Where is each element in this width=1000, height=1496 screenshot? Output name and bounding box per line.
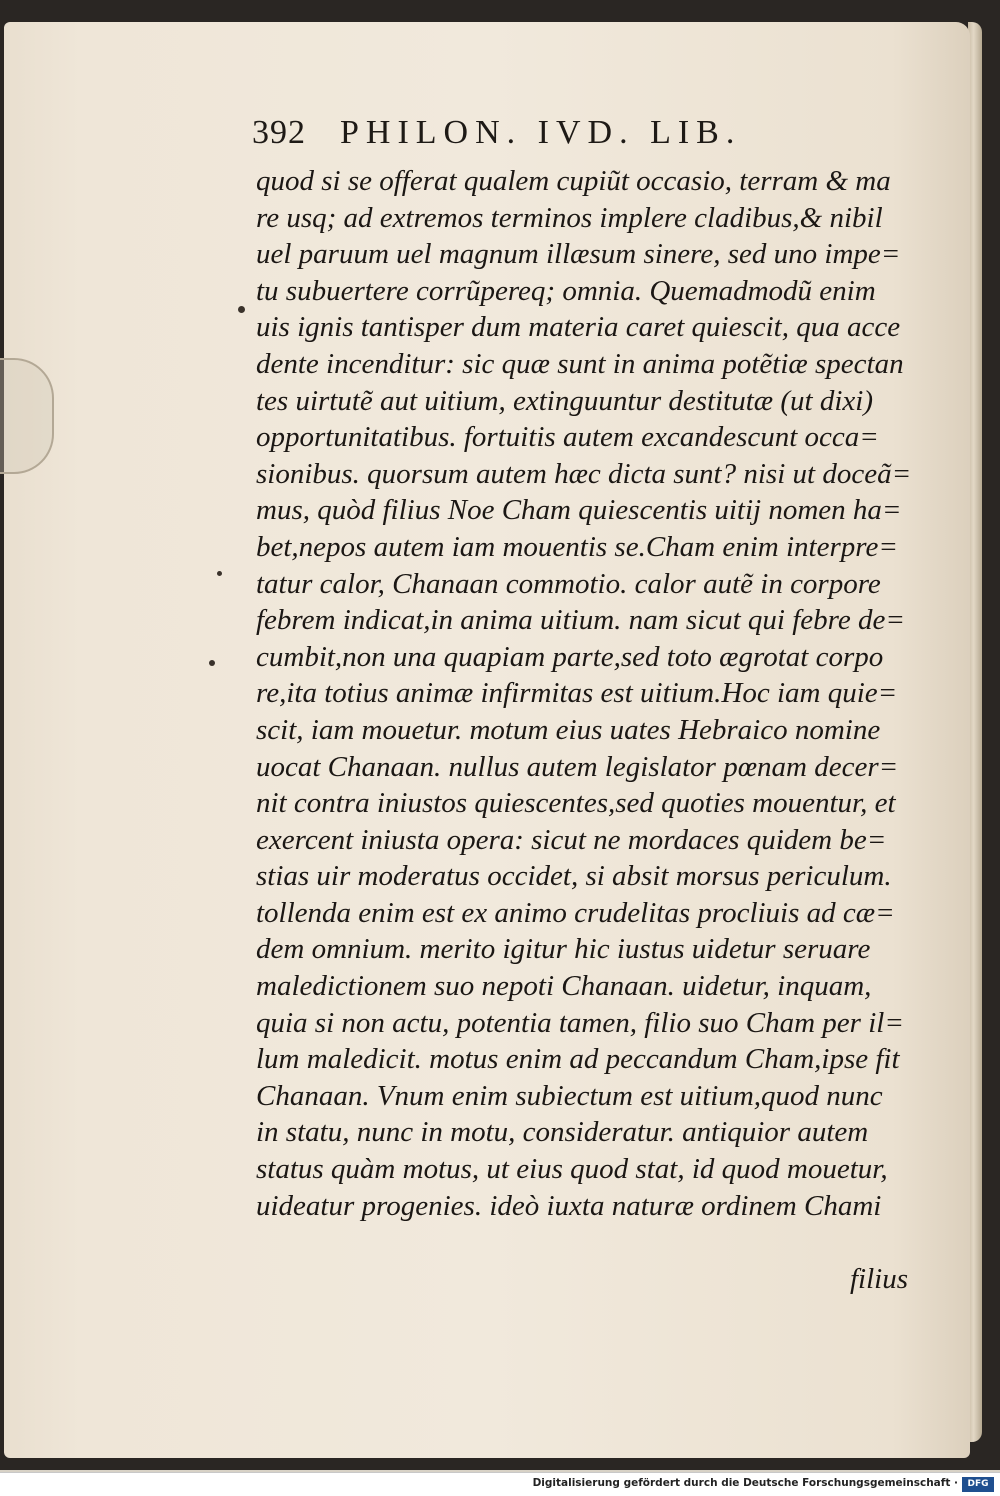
running-title: PHILON. IVD. LIB. bbox=[340, 114, 742, 151]
dfg-logo-icon[interactable]: DFG bbox=[962, 1477, 994, 1492]
footer-credit: Digitalisierung gefördert durch die Deutsche Forschungsgemeinschaft · bbox=[532, 1477, 958, 1489]
text-line: bet,nepos autem iam mouentis se.Cham enim interpre= bbox=[256, 530, 898, 563]
text-line: tes uirtutẽ aut uitium, extinguuntur destitutæ (ut dixi) bbox=[256, 384, 874, 417]
text-line: uel paruum uel magnum illæsum sinere, sed uno impe= bbox=[256, 238, 901, 271]
text-line: tatur calor, Chanaan commotio. calor autẽ in corpore bbox=[256, 567, 881, 600]
text-line: quod si se offerat qualem cupiũt occasio, terram & ma bbox=[256, 165, 891, 197]
binding-clip-mark bbox=[0, 358, 54, 474]
running-head bbox=[252, 114, 852, 158]
text-line: Chanaan. Vnum enim subiectum est uitium,quod nunc bbox=[256, 1079, 883, 1112]
text-line: in statu, nunc in motu, consideratur. antiquior autem bbox=[256, 1116, 869, 1149]
page-number: 392 bbox=[252, 114, 306, 151]
text-line: uideatur progenies. ideò iuxta naturæ ordinem Chami bbox=[256, 1189, 882, 1222]
text-line: exercent iniusta opera: sicut ne mordaces quidem be= bbox=[256, 823, 887, 856]
footer-bar bbox=[0, 1472, 1000, 1496]
body-text bbox=[256, 163, 912, 1224]
text-line: stias uir moderatus occidet, si absit morsus periculum. bbox=[256, 860, 892, 893]
text-line: scit, iam mouetur. motum eius uates Hebraico nomine bbox=[256, 713, 881, 746]
text-line: dem omnium. merito igitur hic iustus uidetur seruare bbox=[256, 933, 871, 966]
page-edge bbox=[968, 22, 982, 1442]
text-line: re,ita totius animæ infirmitas est uitium.Hoc iam quie= bbox=[256, 677, 898, 710]
text-line: lum maledicit. motus enim ad peccandum Cham,ipse fit bbox=[256, 1043, 900, 1076]
text-line: dente incenditur: sic quæ sunt in anima potẽtiæ spectan bbox=[256, 347, 904, 380]
text-line: status quàm motus, ut eius quod stat, id quod mouetur, bbox=[256, 1153, 888, 1186]
catchword: filius bbox=[850, 1263, 909, 1295]
text-line: opportunitatibus. fortuitis autem excandescunt occa= bbox=[256, 421, 879, 454]
text-line: tu subuertere corrũpereq; omnia. Quemadmodũ enim bbox=[256, 274, 876, 307]
text-line: tollenda enim est ex animo crudelitas procliuis ad cæ= bbox=[256, 896, 895, 929]
text-line: uis ignis tantisper dum materia caret quiescit, qua acce bbox=[256, 311, 901, 344]
ink-speck bbox=[217, 571, 222, 576]
ink-speck bbox=[238, 306, 245, 313]
text-line: re usq; ad extremos terminos implere cladibus,& nibil bbox=[256, 201, 883, 234]
text-line: uocat Chanaan. nullus autem legislator pœnam decer= bbox=[256, 750, 899, 783]
text-line: maledictionem suo nepoti Chanaan. uidetur, inquam, bbox=[256, 970, 872, 1003]
text-line: quia si non actu, potentia tamen, filio suo Cham per il= bbox=[256, 1006, 904, 1039]
text-line: febrem indicat,in anima uitium. nam sicut qui febre de= bbox=[256, 604, 905, 637]
text-line: cumbit,non una quapiam parte,sed toto ægrotat corpo bbox=[256, 640, 884, 673]
text-line: sionibus. quorsum autem hæc dicta sunt? nisi ut doceã= bbox=[256, 457, 912, 490]
text-line: mus, quòd filius Noe Cham quiescentis uitij nomen ha= bbox=[256, 494, 902, 527]
text-line: nit contra iniustos quiescentes,sed quoties mouentur, et bbox=[256, 787, 896, 820]
ink-speck bbox=[209, 660, 215, 666]
